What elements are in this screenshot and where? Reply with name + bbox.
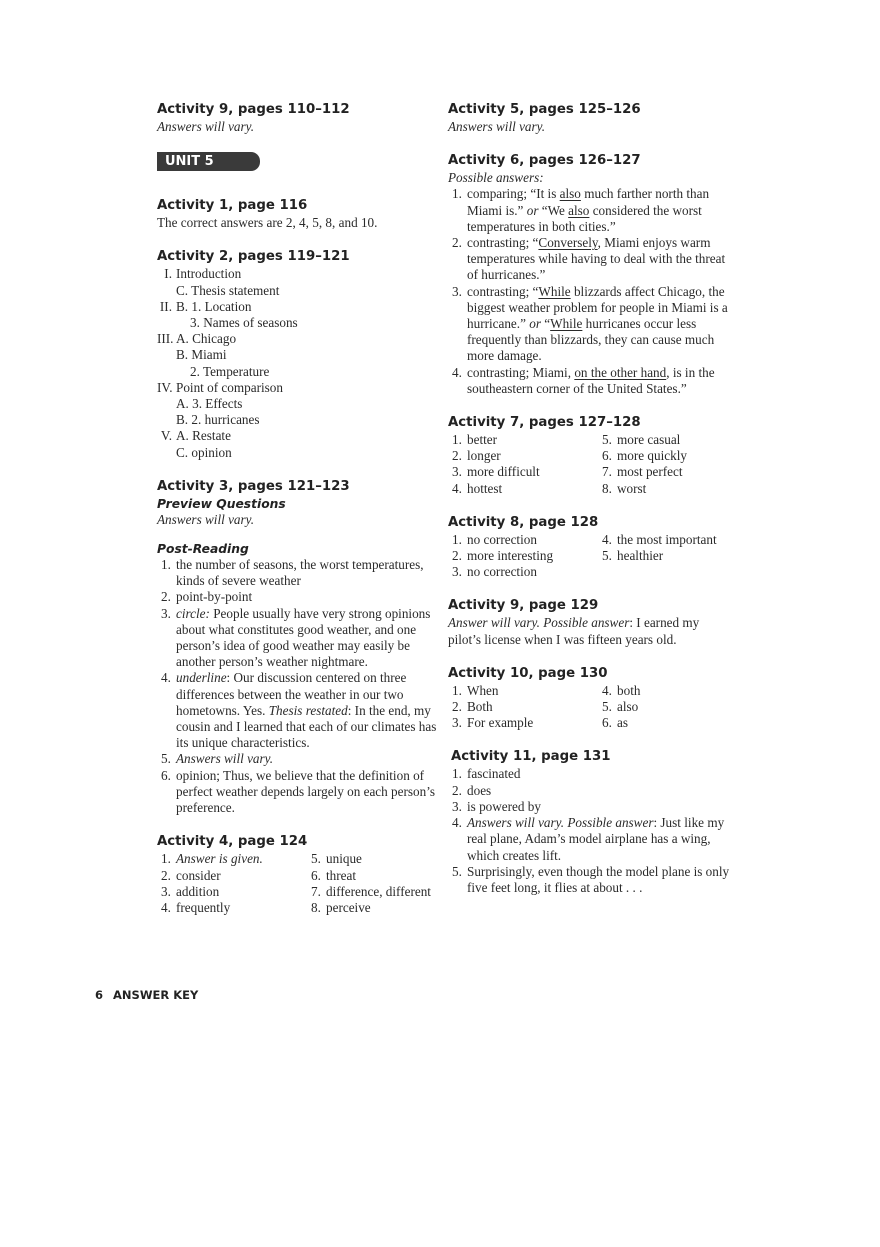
outline-row: B. 2. hurricanes bbox=[176, 412, 260, 428]
activity-2 bbox=[157, 248, 440, 460]
list-item: 3. more difficult bbox=[452, 464, 540, 480]
list-item: 6. opinion; Thus, we believe that the definition of perfect weather depends largely on each person’s preference. bbox=[161, 767, 435, 816]
list-item: 7. most perfect bbox=[602, 464, 683, 480]
outline-row: 2. Temperature bbox=[190, 363, 270, 379]
outline-row: 3. Names of seasons bbox=[190, 315, 298, 331]
activity-4 bbox=[157, 833, 440, 916]
list-item: 2. does bbox=[452, 782, 492, 798]
outline-row: C. opinion bbox=[176, 444, 232, 460]
activity-1 bbox=[157, 197, 440, 231]
outline-row: V. A. Restate bbox=[160, 428, 231, 444]
outline-row: A. 3. Effects bbox=[176, 396, 243, 412]
list-item: 2. longer bbox=[452, 448, 501, 464]
activity-8 bbox=[448, 514, 733, 581]
list-item: 8. worst bbox=[602, 480, 647, 496]
list-item: 4. underline: Our discussion centered on three differences between the weather in our two hometowns. Yes. Thesis restated: In the end, my cousin and I learned that each of our climates has its unique characteristics. bbox=[161, 670, 437, 751]
outline-row: IV. Point of comparison bbox=[157, 379, 283, 395]
list-item: 5. unique bbox=[311, 851, 362, 867]
activity-9-left bbox=[157, 101, 440, 135]
list-item: 5. healthier bbox=[602, 548, 664, 564]
activity-6 bbox=[448, 152, 733, 397]
heading: Activity 6, pages 126–127 bbox=[448, 153, 641, 169]
list-item: 3. no correction bbox=[452, 564, 537, 580]
list-item: 4. contrasting; Miami, on the other hand, is in the southeastern corner of the United States.” bbox=[452, 364, 715, 396]
list-item: 7. difference, different bbox=[311, 883, 431, 899]
outline-row: I. Introduction bbox=[164, 266, 242, 282]
list-item: 8. perceive bbox=[311, 899, 371, 915]
outline bbox=[157, 266, 440, 460]
answer-text: Answers will vary. bbox=[157, 119, 255, 134]
outline-row: II. B. 1. Location bbox=[159, 298, 252, 314]
list-item: 2. more interesting bbox=[452, 548, 554, 564]
outline-row: C. Thesis statement bbox=[176, 282, 280, 298]
list-item: 4. both bbox=[602, 682, 641, 698]
heading: Activity 7, pages 127–128 bbox=[448, 415, 641, 431]
intro-text: Possible answers: bbox=[448, 170, 544, 186]
post-reading-heading: Post-Reading bbox=[157, 542, 249, 557]
list-item: 1. better bbox=[452, 432, 498, 448]
heading: Activity 4, page 124 bbox=[157, 834, 308, 850]
unit-label: UNIT 5 bbox=[165, 154, 214, 170]
answer-grid bbox=[157, 851, 440, 916]
activity-11 bbox=[451, 748, 733, 896]
heading: Activity 5, pages 125–126 bbox=[448, 102, 641, 117]
list-item: 5. Surprisingly, even though the model plane is only five feet long, it flies at about . . . bbox=[452, 863, 730, 895]
empty-cell bbox=[598, 564, 733, 580]
list-item: 5. Answers will vary. bbox=[161, 751, 274, 767]
outline-row: III. A. Chicago bbox=[157, 331, 237, 347]
list-item: 1. When bbox=[452, 682, 499, 698]
list-item: 6. as bbox=[602, 715, 628, 731]
heading: Activity 11, page 131 bbox=[451, 749, 611, 765]
unit-banner bbox=[157, 152, 260, 171]
list-item: 1. fascinated bbox=[452, 766, 521, 782]
heading: Activity 1, page 116 bbox=[157, 198, 308, 214]
activity-7 bbox=[448, 414, 733, 497]
post-reading-list bbox=[157, 557, 440, 816]
list-item: 1. the number of seasons, the worst temperatures, kinds of severe weather bbox=[161, 557, 424, 589]
list-item: 2. consider bbox=[161, 867, 221, 883]
preview-text: Answers will vary. bbox=[157, 511, 255, 527]
list-item: 2. point-by-point bbox=[161, 589, 253, 605]
answer-text: The correct answers are 2, 4, 5, 8, and 10. bbox=[157, 215, 378, 231]
answer-list bbox=[448, 186, 733, 397]
answer-grid bbox=[448, 432, 733, 497]
list-item: 4. the most important bbox=[602, 531, 717, 547]
list-item: 4. hottest bbox=[452, 480, 503, 496]
list-item: 6. threat bbox=[311, 867, 357, 883]
answer-text: Answer will vary. Possible answer: I earned my pilot’s license when I was fifteen years old. bbox=[448, 615, 700, 647]
list-item: 3. contrasting; “While blizzards affect Chicago, the biggest weather problem for people in Miami is a hurricane.” or “While hurricanes occur less frequently than blizzards, they can cause much more damage. bbox=[452, 283, 728, 364]
list-item: 5. more casual bbox=[602, 432, 681, 448]
activity-3 bbox=[157, 478, 440, 816]
list-item: 2. Both bbox=[452, 699, 493, 715]
page-footer bbox=[95, 988, 198, 1002]
heading: Activity 8, page 128 bbox=[448, 514, 599, 530]
answer-text: Answers will vary. bbox=[448, 119, 546, 134]
list-item: 6. more quickly bbox=[602, 448, 687, 464]
answer-grid bbox=[448, 683, 733, 732]
answer-grid bbox=[448, 532, 733, 581]
list-item: 5. also bbox=[602, 699, 639, 715]
list-item: 1. Answer is given. bbox=[161, 851, 263, 867]
answer-list bbox=[448, 766, 733, 896]
heading: Activity 3, pages 121–123 bbox=[157, 478, 350, 494]
left-column bbox=[157, 101, 440, 933]
page-number: 6 bbox=[95, 988, 104, 1002]
heading: Activity 9, page 129 bbox=[448, 598, 599, 614]
heading: Activity 9, pages 110–112 bbox=[157, 102, 350, 117]
list-item: 4. Answers will vary. Possible answer: Just like my real plane, Adam’s model airplane has a wing, which creates lift. bbox=[452, 815, 725, 863]
heading: Activity 2, pages 119–121 bbox=[157, 249, 350, 265]
heading: Activity 10, page 130 bbox=[448, 665, 608, 681]
list-item: 3. addition bbox=[161, 883, 220, 899]
right-column bbox=[448, 101, 733, 913]
list-item: 3. circle: People usually have very strong opinions about what constitutes good weather, and one person’s idea of good weather may easily be another person’s weather nightmare. bbox=[161, 605, 431, 670]
preview-heading: Preview Questions bbox=[157, 496, 286, 511]
activity-9-right bbox=[448, 597, 733, 647]
footer-title: ANSWER KEY bbox=[113, 988, 199, 1002]
list-item: 2. contrasting; “Conversely, Miami enjoys warm temperatures while having to deal with the threat of hurricanes.” bbox=[452, 235, 726, 283]
activity-10 bbox=[448, 665, 733, 732]
list-item: 3. is powered by bbox=[452, 798, 541, 814]
list-item: 3. For example bbox=[452, 715, 534, 731]
list-item: 1. no correction bbox=[452, 531, 537, 547]
activity-5 bbox=[448, 101, 733, 135]
list-item: 1. comparing; “It is also much farther north than Miami is.” or “We also considered the worst temperatures in both cities.” bbox=[452, 186, 710, 234]
outline-row: B. Miami bbox=[176, 347, 227, 363]
list-item: 4. frequently bbox=[161, 899, 231, 915]
